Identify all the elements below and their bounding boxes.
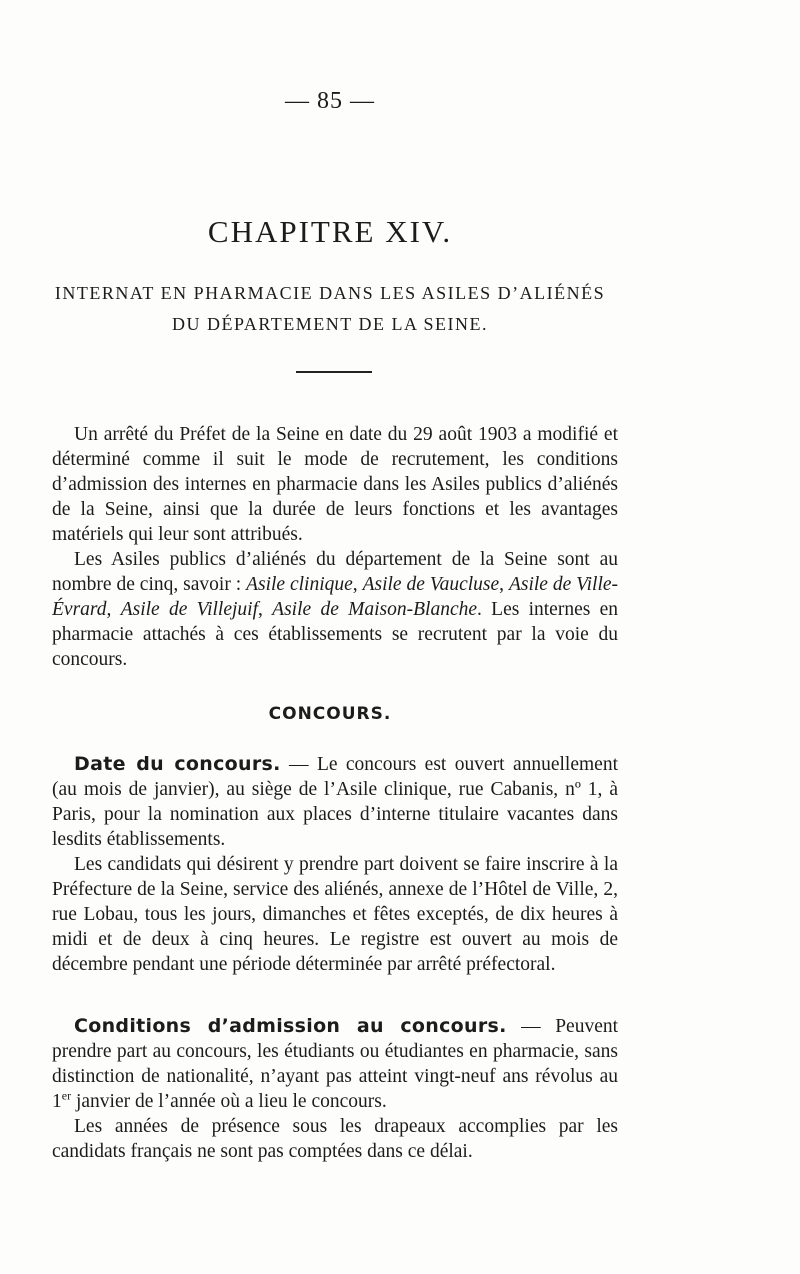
asile-name: Asile clinique <box>246 574 353 595</box>
run-in-heading: Conditions d’admission au concours. <box>74 1015 507 1037</box>
intro-paragraph-2: Les Asiles publics d’aliénés du département de la Seine sont au nombre de cinq, savoir : Asile clinique, Asile de Vaucluse, Asile de Ville-Évrard, Asile de Villejuif, Asile de Maison-Blanche. Les internes en pharmacie attachés à ces établissements se recrutent par la voie du concours. <box>52 549 619 670</box>
chapter-subtitle-line-2: DU DÉPARTEMENT DE LA SEINE. <box>172 314 488 334</box>
title-separator-rule <box>296 371 372 373</box>
intro-paragraph-2-tail: . Les internes en pharmacie attachés à ces établissements se recrutent par la voie du concours. <box>52 599 619 670</box>
page-number: — 85 — <box>285 88 375 114</box>
date-du-concours-section <box>52 752 618 977</box>
run-in-heading: Date du concours. <box>74 753 281 775</box>
conditions-paragraph-1: Conditions d’admission au concours. — Peuvent prendre part au concours, les étudiants ou étudiantes en pharmacie, sans distinction de nationalité, n’ayant pas atteint vingt-neuf ans révolus au 1er janvier de l’année où a lieu le concours. <box>52 1015 619 1112</box>
chapter-title: CHAPITRE XIV. <box>207 214 453 249</box>
date-paragraph-2: Les candidats qui désirent y prendre part doivent se faire inscrire à la Préfecture de la Seine, service des aliénés, annexe de l’Hôtel de Ville, 2, rue Lobau, tous les jours, dimanches et fêtes exceptés, de dix heures à midi et de deux à cinq heures. Le registre est ouvert au mois de décembre pendant une période déterminée par arrêté préfectoral. <box>52 854 618 975</box>
intro-paragraph-1: Un arrêté du Préfet de la Seine en date du 29 août 1903 a modifié et déterminé comme il suit le mode de recrutement, les conditions d’admission des internes en pharmacie dans les Asiles publics d’aliénés de la Seine, ainsi que la durée de leurs fonctions et les avantages matériels qui leur sont attribués. <box>52 424 618 545</box>
asile-name: Asile de Vaucluse <box>362 574 500 595</box>
asile-name: Asile de Ville-Évrard <box>52 574 619 620</box>
chapter-subtitle-line-1: INTERNAT EN PHARMACIE DANS LES ASILES D’ALIÉNÉS <box>54 283 606 303</box>
asile-name: Asile de Villejuif <box>120 599 259 620</box>
conditions-admission-section <box>52 1014 618 1164</box>
intro-paragraph-2-lead: Les Asiles publics d’aliénés du département de la Seine sont au nombre de cinq, savoir : <box>52 549 618 595</box>
intro-text <box>52 422 618 672</box>
conditions-paragraph-2: Les années de présence sous les drapeaux accomplies par les candidats français ne sont pas comptées dans ce délai. <box>52 1116 618 1162</box>
date-paragraph-1: Date du concours. — Le concours est ouvert annuellement (au mois de janvier), au siège de l’Asile clinique, rue Cabanis, nº 1, à Paris, pour la nomination aux places d’interne titulaire vacantes dans lesdits établissements. <box>52 753 618 850</box>
section-heading-concours: CONCOURS. <box>268 704 392 724</box>
chapter-subtitle <box>0 278 660 340</box>
asile-name: Asile de Maison-Blanche <box>272 599 478 620</box>
